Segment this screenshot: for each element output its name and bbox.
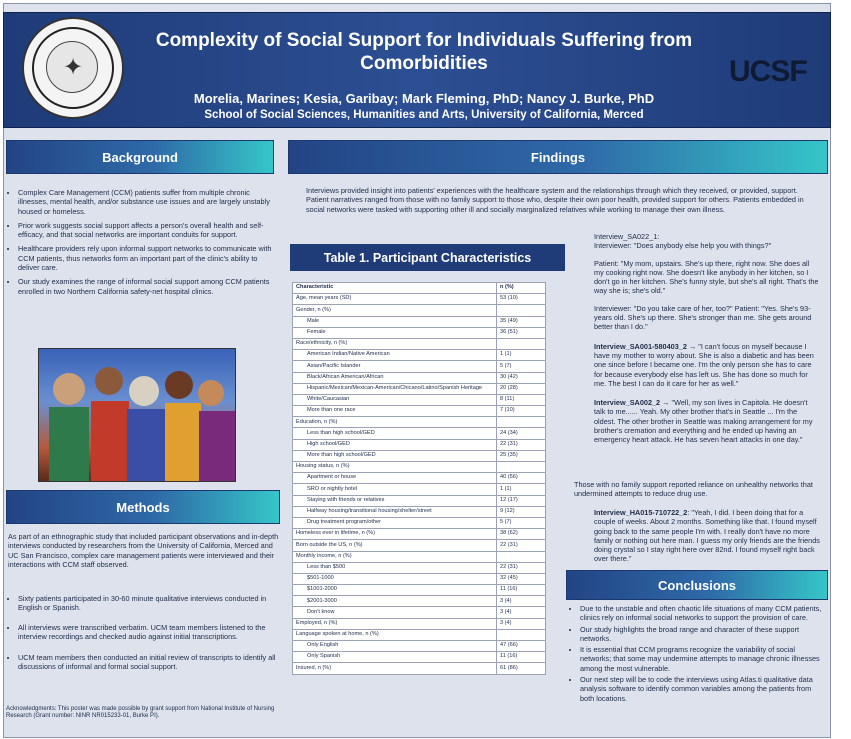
quote-id: Interview_SA001-580403_2 (594, 341, 687, 351)
table-cell-value: 3 (4) (497, 596, 546, 607)
poster-affiliation: School of Social Sciences, Humanities and Arts, University of California, Merced (204, 109, 644, 121)
table-cell-value: 3 (4) (497, 607, 546, 618)
findings-intro: Interviews provided insight into patients' experiences with the healthcare system and the relationships through which they received, or provided, support. Patient narratives ranged from those with no family support to those who, despite their own poor health, provided support for others. Patients embedded in social networks were tasked with supporting other ill and socially marginalized relatives while working to manage their own illness. (306, 186, 804, 214)
methods-bullet: • Sixty patients participated in 30-60 minute qualitative interviews conducted in English or Spanish. (18, 594, 280, 613)
quote-text: → "I can't focus on myself because I have my mother to worry about. She is also a diabetic and has been one since before I became one. I'm the only person she has to care for because everybody else has left us. She has done so much for me. The best I can do it care for her as well." (594, 341, 814, 388)
table-cell-label: More than one race (293, 406, 497, 417)
table-cell-label: Apartment or house (293, 473, 497, 484)
quote-text: Patient: "My mom, upstairs. She's up there, right now. She does all my cooking right now. She doesn't like anybody in her kitchen, so I don't go in her kitchen. She's funny style, but she's all right. That's the way she is; she's old." (594, 258, 819, 296)
table-cell-value (497, 417, 546, 428)
participant-characteristics-table (292, 282, 546, 675)
quote-text: Interviewer: "Does anybody else help you with things?" (594, 241, 772, 251)
table-cell-value: 38 (62) (497, 529, 546, 540)
table-row (293, 652, 546, 663)
table-row (293, 417, 546, 428)
table-cell-label: SRO or nightly hotel (293, 484, 497, 495)
ucsf-logo-text: UCSF (729, 55, 807, 87)
conclusions-bullet: • It is essential that CCM programs recognize the variability of social networks; that some may undermine attempts to manage chronic illnesses among the most vulnerable. (580, 645, 822, 673)
methods-bullet: • All interviews were transcribed verbatim. UCM team members listened to the interview recordings and checked audio against initial transcriptions. (18, 623, 280, 642)
table-cell-value: 61 (86) (497, 663, 546, 674)
table-cell-value: 9 (12) (497, 506, 546, 517)
background-heading: Background (6, 140, 274, 174)
table-cell-label: $2001-3000 (293, 596, 497, 607)
table-cell-label: Halfway housing/transitional housing/shelter/street (293, 506, 497, 517)
background-bullet: • Prior work suggests social support affects a person's overall health and self-efficacy, and that social networks are important conduits for support. (18, 221, 280, 240)
table-cell-label: Age, mean years (SD) (293, 294, 497, 305)
table-row (293, 618, 546, 629)
methods-bullet: • UCM team members then conducted an initial review of transcripts to identify all discussions of informal and formal social support. (18, 653, 280, 672)
table-cell-value: 12 (17) (497, 495, 546, 506)
table-row (293, 551, 546, 562)
uc-merced-seal-icon: ✦ (22, 17, 124, 119)
table-cell-label: $501-1000 (293, 573, 497, 584)
table-cell-label: Insured, n (%) (293, 663, 497, 674)
table-row (293, 506, 546, 517)
table-row (293, 607, 546, 618)
table-cell-value: 35 (49) (497, 316, 546, 327)
table-cell-value: 25 (35) (497, 450, 546, 461)
table-cell-label: Only English (293, 641, 497, 652)
table-row (293, 484, 546, 495)
conclusions-bullet: • Due to the unstable and often chaotic life situations of many CCM patients, clinics rely on informal social networks to support the provision of care. (580, 604, 822, 623)
table-cell-value: 20 (28) (497, 383, 546, 394)
table-cell-value: 1 (1) (497, 484, 546, 495)
table-cell-value (497, 551, 546, 562)
table-cell-value: 36 (51) (497, 327, 546, 338)
table-row (293, 573, 546, 584)
table-cell-value: 3 (4) (497, 618, 546, 629)
table-cell-value: 1 (1) (497, 350, 546, 361)
table-cell-label: Housing status, n (%) (293, 462, 497, 473)
background-bullet: • Our study examines the range of informal social support among CCM patients enrolled in two Northern California safety-net hospital clinics. (18, 277, 280, 296)
table-cell-value: 5 (7) (497, 361, 546, 372)
table-row (293, 585, 546, 596)
table-cell-value (497, 338, 546, 349)
table-row (293, 462, 546, 473)
table-cell-label: Drug treatment program/other (293, 517, 497, 528)
quote-id: Interview_HA015-710722_2 (594, 508, 688, 517)
methods-heading: Methods (6, 490, 280, 524)
table-cell-label: Employed, n (%) (293, 618, 497, 629)
table-row (293, 540, 546, 551)
background-body (8, 188, 280, 301)
table-cell-value: 32 (45) (497, 573, 546, 584)
poster-title: Complexity of Social Support for Individuals Suffering from Comorbidities (155, 30, 693, 74)
table-row (293, 294, 546, 305)
table-cell-value (497, 629, 546, 640)
table-row (293, 350, 546, 361)
table-cell-label: Homeless ever in lifetime, n (%) (293, 529, 497, 540)
table-cell-label: Only Spanish (293, 652, 497, 663)
quote-id: Interview_SA002_2 (594, 398, 661, 408)
table-cell-label: American Indian/Native American (293, 350, 497, 361)
table-cell-value: 22 (31) (497, 562, 546, 573)
table-cell-label: Less than $500 (293, 562, 497, 573)
background-bullet: • Healthcare providers rely upon informal support networks to communicate with CCM patients, thus networks form an important part of the clinic's ability to deliver care. (18, 244, 280, 272)
table-cell-value: 7 (10) (497, 406, 546, 417)
table-cell-value: 8 (11) (497, 394, 546, 405)
table-cell-label: $1001-2000 (293, 585, 497, 596)
table-row (293, 529, 546, 540)
table-cell-value: 30 (42) (497, 372, 546, 383)
table-cell-label: Asian/Pacific Islander (293, 361, 497, 372)
quote-text: → "Well, my son lives in Capitola. He doesn't talk to me...... Yeah. My other brother that's in Seattle ... I'm the oldest. The other brother in Seattle was making arrangement for my brother's cremation and everything and he ended up having an emergency heart attack. He has seven heart attacks in one day." (594, 398, 813, 445)
quote-text: : "Yeah, I did. I been doing that for a couple of weeks. About 2 months. Something like that. I found myself going back to the same people I'm with. I really don't have no more family or nothing out here man. I guess my only friends are the friends doing crystal so I stay right here over 82nd. I found myself right back over there." (594, 508, 820, 564)
table-cell-value: 5 (7) (497, 517, 546, 528)
table-row (293, 394, 546, 405)
table-row (293, 338, 546, 349)
table-cell-label: Don't know (293, 607, 497, 618)
table-row (293, 473, 546, 484)
conclusions-bullets (570, 604, 822, 703)
table-row (293, 663, 546, 674)
table-row (293, 439, 546, 450)
table-cell-value (497, 305, 546, 316)
methods-intro: As part of an ethnographic study that included participant observations and in-depth interviews conducted by researchers from the University of California, Merced and UC San Francisco, complex care management patients were interviewed and their interactions with CCM staff observed. (8, 532, 279, 569)
methods-body (8, 594, 280, 677)
table-cell-label: Hispanic/Mexican/Mexican-American/Chicano/Latino/Spanish Heritage (293, 383, 497, 394)
table-cell-label: More than high school/GED (293, 450, 497, 461)
conclusions-bullet: • Our next step will be to code the interviews using Atlas.ti qualitative data analysis software to identify common variables among the patients from both locations. (580, 675, 822, 703)
table-row (293, 316, 546, 327)
table-row (293, 562, 546, 573)
table-cell-value: 11 (16) (497, 585, 546, 596)
table-cell-label: Staying with friends or relatives (293, 495, 497, 506)
table-cell-label: Born outside the US, n (%) (293, 540, 497, 551)
table-row (293, 641, 546, 652)
table-row (293, 450, 546, 461)
poster-header (3, 12, 831, 128)
table-cell-value: 22 (31) (497, 439, 546, 450)
table-row (293, 596, 546, 607)
table-cell-label: Education, n (%) (293, 417, 497, 428)
findings-last-quote (594, 508, 820, 564)
table-cell-label: Race/ethnicity, n (%) (293, 338, 497, 349)
table-row (293, 629, 546, 640)
findings-heading: Findings (288, 140, 828, 174)
conclusions-body (570, 604, 822, 703)
table-row (293, 383, 546, 394)
table-cell-value: 53 (10) (497, 294, 546, 305)
table-row (293, 327, 546, 338)
table-col-header: Characteristic (293, 283, 497, 294)
poster-authors: Morelia, Marines; Kesia, Garibay; Mark Fleming, PhD; Nancy J. Burke, PhD (193, 91, 655, 106)
table-cell-label: Female (293, 327, 497, 338)
table-header-row (293, 283, 546, 294)
table-title: Table 1. Participant Characteristics (290, 244, 565, 271)
table-cell-value (497, 462, 546, 473)
quote-id: Interview_SA022_1: (594, 232, 660, 241)
quote-text: Interviewer: "Do you take care of her, too?" Patient: "Yes. She's 93-years old. She's up there. She's stronger than me. She gets around better than I do." (594, 303, 812, 332)
table-cell-label: Language spoken at home, n (%) (293, 629, 497, 640)
table-row (293, 372, 546, 383)
table-row (293, 406, 546, 417)
table-row (293, 305, 546, 316)
table-row (293, 428, 546, 439)
table-cell-label: White/Caucasian (293, 394, 497, 405)
table-cell-label: Monthly income, n (%) (293, 551, 497, 562)
ucsf-logo (729, 51, 819, 87)
table-row (293, 517, 546, 528)
table-cell-label: Male (293, 316, 497, 327)
community-mural-image (38, 348, 236, 482)
table-cell-label: Less than high school/GED (293, 428, 497, 439)
table-row (293, 361, 546, 372)
table-cell-label: Gender, n (%) (293, 305, 497, 316)
table-cell-value: 47 (66) (497, 641, 546, 652)
table-cell-value: 24 (34) (497, 428, 546, 439)
table-cell-label: High school/GED (293, 439, 497, 450)
conclusions-bullet: • Our study highlights the broad range and character of these support networks. (580, 625, 822, 644)
table-row (293, 495, 546, 506)
conclusions-heading: Conclusions (566, 570, 828, 600)
findings-quotes (594, 232, 820, 455)
table-cell-label: Black/African American/African (293, 372, 497, 383)
background-bullet: • Complex Care Management (CCM) patients suffer from multiple chronic illnesses, mental health, and/or substance use issues and are largely unstably housed or homeless. (18, 188, 280, 216)
table-cell-value: 11 (16) (497, 652, 546, 663)
table-cell-value: 40 (56) (497, 473, 546, 484)
acknowledgments: Acknowledgments: This poster was made possible by grant support from National Institute of Nursing Research (Grant number: NINR NR015233-01, Burke PI). (6, 706, 275, 720)
methods-bullets (8, 594, 280, 672)
table-col-header: n (%) (497, 283, 546, 294)
background-bullets (8, 188, 280, 296)
findings-transition: Those with no family support reported reliance on unhealthy networks that undermined attempts to reduce drug use. (574, 480, 813, 499)
table-cell-value: 22 (31) (497, 540, 546, 551)
